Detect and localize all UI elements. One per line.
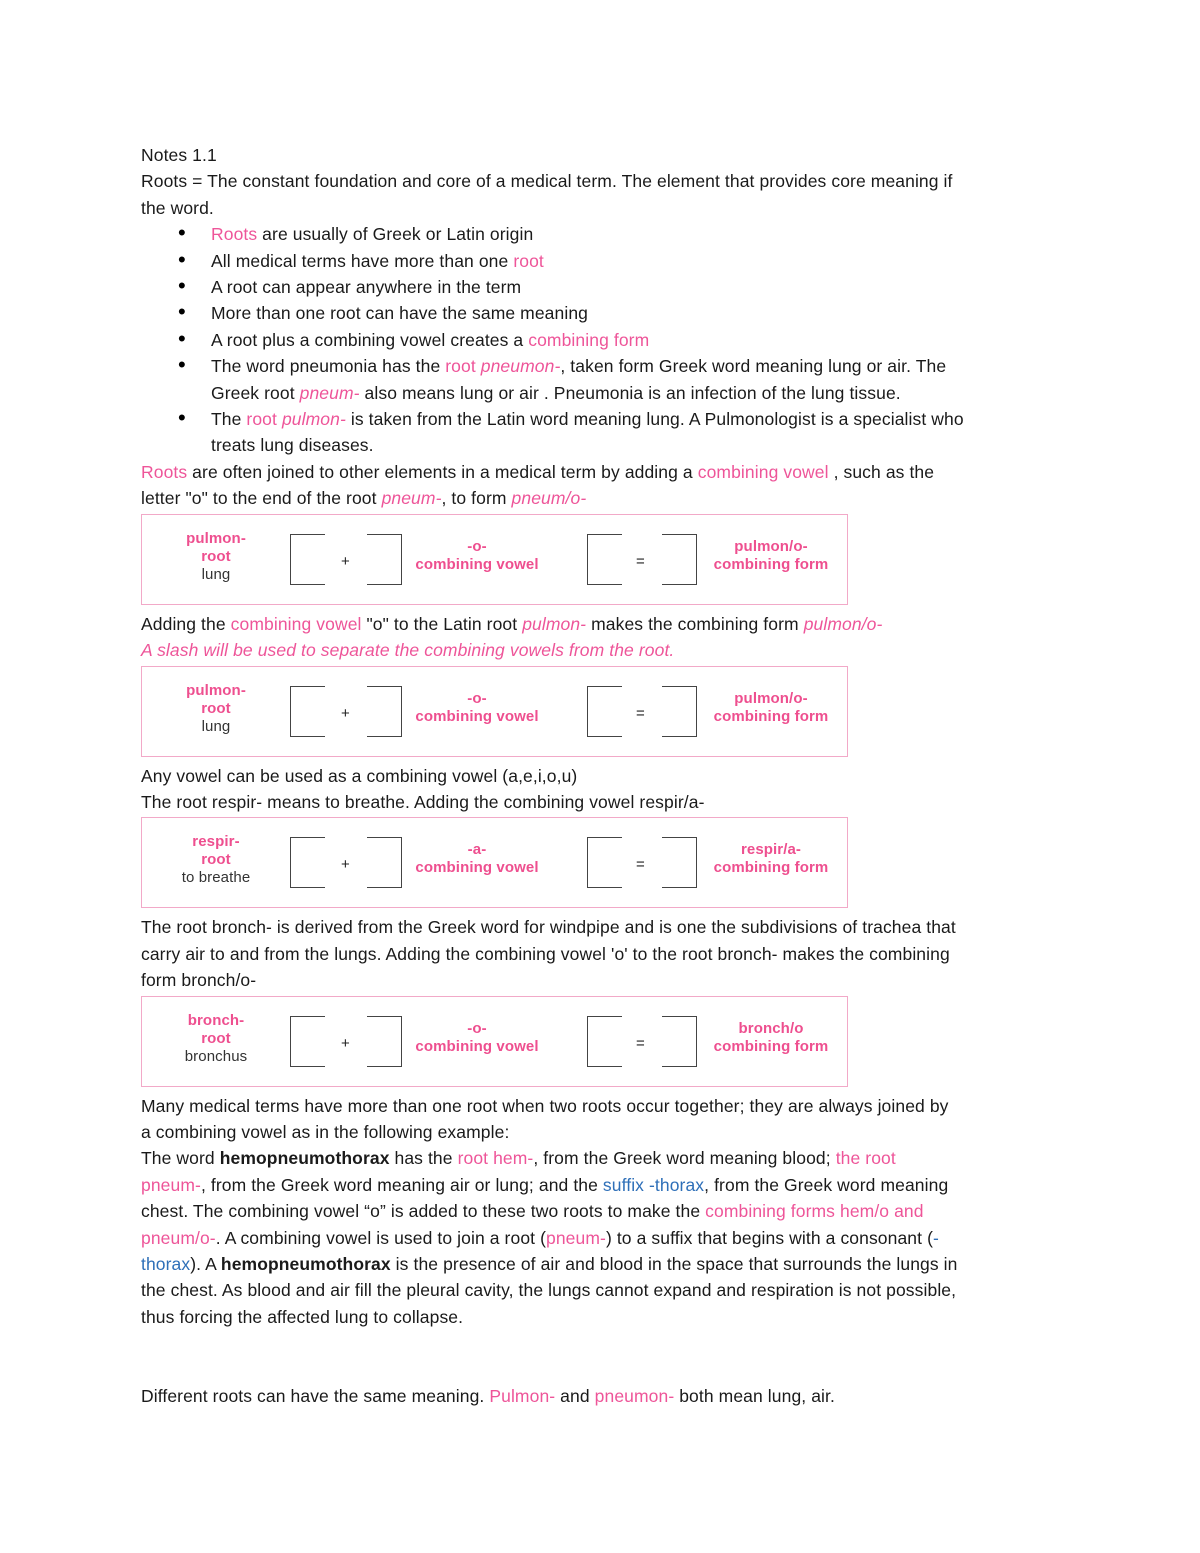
bracket-shape <box>290 837 325 888</box>
diagram-result-box: pulmon/o- combining form <box>713 537 829 573</box>
combining-form-diagram <box>141 996 848 1087</box>
diagram-result-box: pulmon/o- combining form <box>713 689 829 725</box>
bracket-shape <box>662 686 697 737</box>
plus-sign: + <box>341 704 350 722</box>
roots-bullet-list <box>141 221 1061 459</box>
list-item: • All medical terms have more than one root <box>211 248 1061 274</box>
equals-sign: = <box>636 1034 645 1052</box>
plus-sign: + <box>341 856 350 874</box>
bracket-shape <box>290 534 325 585</box>
bracket-shape <box>662 837 697 888</box>
diagram-root-box: pulmon- root lung <box>186 681 246 735</box>
diagram-vowel-box: -o- combining vowel <box>415 689 539 725</box>
list-item: • Roots are usually of Greek or Latin origin <box>211 221 1061 247</box>
plus-sign: + <box>341 1034 350 1052</box>
diagram-root-box: pulmon- root lung <box>186 529 246 583</box>
bronch-paragraph: The root bronch- is derived from the Greek word for windpipe and is one the subdivisions of trachea that carry air to and from the lungs. Adding the combining vowel 'o' to the root bronch- makes the combining form bronch/o- <box>141 917 956 991</box>
diagram-root-box: bronch- root bronchus <box>184 1011 248 1065</box>
diagram-vowel-box: -a- combining vowel <box>415 841 539 877</box>
bracket-shape <box>662 1016 697 1067</box>
bracket-shape <box>662 534 697 585</box>
hemopneumothorax-paragraph: Many medical terms have more than one root when two roots occur together; they are always joined by a combining vowel as in the following example: The word hemopneumothorax has the root hem-, from the Greek word meaning blood; the root pneum-, from the Greek word meaning air or lung; and the suffix -thorax, from the Greek word meaning chest. The combining vowel “o” is added to these two roots to make the combining forms hem/o and pneum/o-. A combining vowel is used to join a root (pneum-) to a suffix that begins with a consonant (- thorax). A hemopneumothorax is the presence of air and blood in the space that surrounds the lungs in the chest. As blood and air fill the pleural cavity, the lungs cannot expand and respiration is not possible, thus forcing the affected lung to collapse. <box>141 1095 958 1327</box>
notes-title: Notes 1.1 <box>141 145 217 165</box>
combining-vowel-paragraph: Roots are often joined to other elements in a medical term by adding a combining vowel , such as the letter "o" to the end of the root pneum-, to form pneum/o- <box>141 461 935 509</box>
combining-form-diagram <box>141 817 848 908</box>
list-item: • More than one root can have the same meaning <box>211 300 1061 326</box>
diagram-result-box: bronch/o combining form <box>713 1019 829 1055</box>
pulmon-paragraph: Adding the combining vowel "o" to the Latin root pulmon- makes the combining form pulmon/o- A slash will be used to separate the combining vowels from the root. <box>141 613 883 661</box>
bracket-shape <box>290 1016 325 1067</box>
bracket-shape <box>587 1016 622 1067</box>
equals-sign: = <box>636 856 645 874</box>
list-item: • The word pneumonia has the root pneumon-, taken form Greek word meaning lung or air. The Greek root pneum- also means lung or air . Pneumonia is an infection of the lung tissue. <box>211 353 1061 406</box>
respir-paragraph: Any vowel can be used as a combining vowel (a,e,i,o,u) The root respir- means to breathe. Adding the combining vowel respir/a- <box>141 765 705 812</box>
bracket-shape <box>587 837 622 888</box>
diagram-root-box: respir- root to breathe <box>181 833 251 887</box>
combining-form-diagram <box>141 666 848 757</box>
roots-definition: Roots = The constant foundation and core of a medical term. The element that provides core meaning if the word. <box>141 171 953 218</box>
document-page <box>141 142 1061 1410</box>
diagram-vowel-box: -o- combining vowel <box>415 537 539 573</box>
plus-sign: + <box>341 552 350 570</box>
equals-sign: = <box>636 704 645 722</box>
list-item: • A root plus a combining vowel creates a combining form <box>211 327 1061 353</box>
diagram-result-box: respir/a- combining form <box>713 841 829 877</box>
equals-sign: = <box>636 552 645 570</box>
same-meaning-paragraph: Different roots can have the same meaning. Pulmon- and pneumon- both mean lung, air. <box>141 1386 835 1407</box>
bracket-shape <box>587 686 622 737</box>
list-item: • The root pulmon- is taken from the Latin word meaning lung. A Pulmonologist is a specialist who treats lung diseases. <box>211 406 1061 459</box>
list-item: • A root can appear anywhere in the term <box>211 274 1061 300</box>
bracket-shape <box>290 686 325 737</box>
bracket-shape <box>587 534 622 585</box>
diagram-vowel-box: -o- combining vowel <box>415 1019 539 1055</box>
combining-form-diagram <box>141 514 848 605</box>
blank-space <box>141 1330 1061 1383</box>
